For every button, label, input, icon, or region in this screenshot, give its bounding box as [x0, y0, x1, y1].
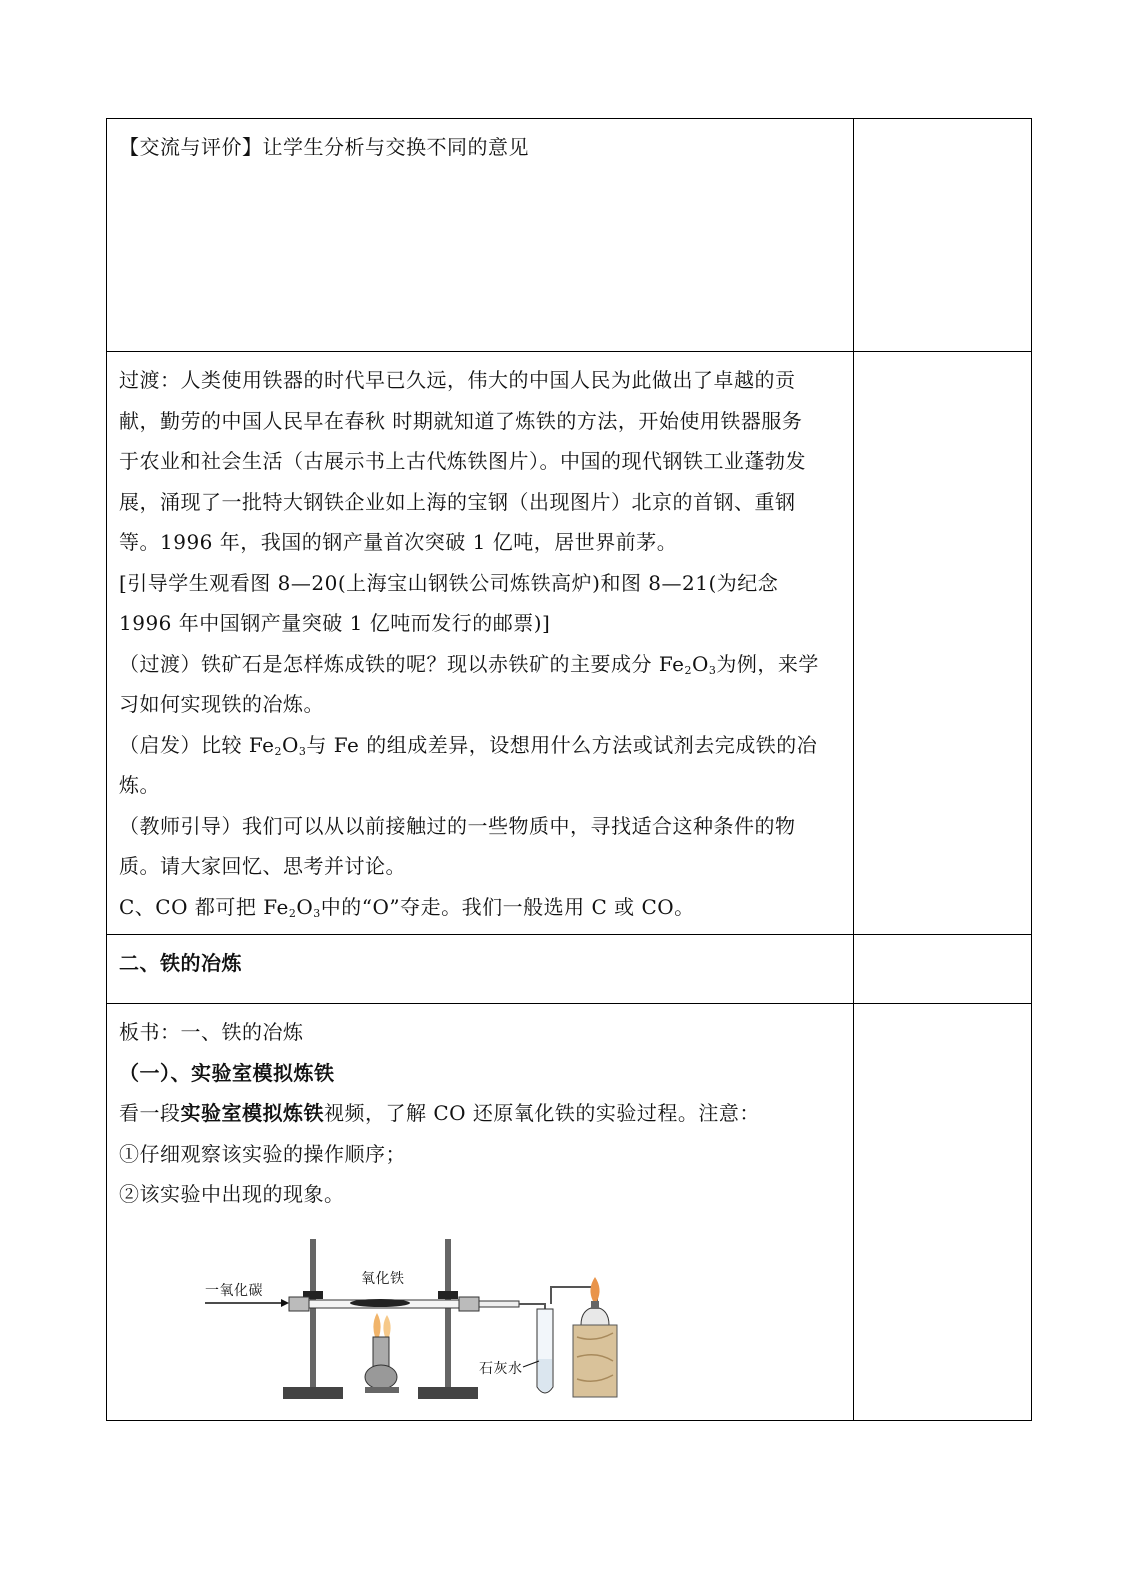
inspiration-question: 炼。	[119, 773, 160, 797]
iron-oxide-powder	[350, 1299, 410, 1307]
watch-video-text: 看一段实验室模拟炼铁视频，了解 CO 还原氧化铁的实验过程。注意：	[119, 1101, 760, 1125]
guide-line: [引导学生观看图 8—20(上海宝山钢铁公司炼铁高炉)和图 8—21(为纪念	[119, 570, 779, 595]
label-carbon-monoxide: 一氧化碳	[205, 1282, 263, 1299]
transition-question: 习如何实现铁的冶炼。	[119, 692, 324, 716]
wooden-block	[573, 1325, 617, 1397]
table-row-experiment	[107, 1004, 1032, 1421]
subsection-heading: （一）、实验室模拟炼铁	[119, 1060, 335, 1085]
main-cell	[107, 935, 854, 1004]
experiment-apparatus-diagram	[205, 1229, 635, 1409]
exchange-evaluation-text: 【交流与评价】让学生分析与交换不同的意见	[119, 135, 529, 159]
transition-line: 于农业和社会生活（古展示书上古代炼铁图片）。中国的现代钢铁工业蓬勃发	[119, 449, 806, 473]
section-heading: 二、铁的冶炼	[119, 951, 242, 975]
side-note-cell	[853, 352, 1031, 935]
lesson-plan-table	[106, 118, 1032, 1421]
limewater-test-tube	[537, 1309, 553, 1393]
table-row-transition	[107, 352, 1032, 935]
alcohol-lamp	[581, 1301, 609, 1325]
guide-line: 1996 年中国钢产量突破 1 亿吨而发行的邮票)]	[119, 611, 551, 635]
side-note-cell	[853, 1004, 1031, 1421]
reducing-agent-text: C、CO 都可把 $Fe_2O_3$中的“O”夺走。我们一般选用 C 或 CO。	[119, 894, 695, 920]
transition-question: （过渡）铁矿石是怎样炼成铁的呢？现以赤铁矿的主要成分 $Fe_2O_3$为例，来学	[119, 651, 819, 677]
attention-point: ②该实验中出现的现象。	[119, 1182, 345, 1206]
label-limewater: 石灰水	[479, 1360, 523, 1377]
main-cell	[107, 1004, 854, 1421]
left-iron-stand	[283, 1239, 343, 1399]
side-note-cell	[853, 935, 1031, 1004]
main-cell	[107, 119, 854, 352]
side-note-cell	[853, 119, 1031, 352]
right-iron-stand	[418, 1239, 478, 1399]
table-row-heading	[107, 935, 1032, 1004]
table-row-exchange	[107, 119, 1032, 352]
attention-point: ①仔细观察该实验的操作顺序；	[119, 1141, 406, 1166]
teacher-guide-text: （教师引导）我们可以从以前接触过的一些物质中，寻找适合这种条件的物	[119, 813, 796, 838]
alcohol-burner	[365, 1337, 399, 1393]
transition-line: 过渡：人类使用铁器的时代早已久远，伟大的中国人民为此做出了卓越的贡	[119, 368, 796, 392]
label-iron-oxide: 氧化铁	[361, 1270, 405, 1287]
co-inlet-arrow	[205, 1299, 289, 1307]
main-cell	[107, 352, 854, 935]
transition-line: 等。1996 年，我国的钢产量首次突破 1 亿吨，居世界前茅。	[119, 530, 678, 554]
exhaust-flame	[590, 1277, 599, 1301]
inspiration-question: （启发）比较 $Fe_2O_3$与 Fe 的组成差异，设想用什么方法或试剂去完成铁的冶	[119, 732, 818, 758]
transition-line: 献，勤劳的中国人民早在春秋 时期就知道了炼铁的方法，开始使用铁器服务	[119, 408, 803, 433]
board-writing: 板书：一、铁的冶炼	[119, 1020, 304, 1044]
lamp-flame	[373, 1313, 390, 1337]
transition-line: 展，涌现了一批特大钢铁企业如上海的宝钢（出现图片）北京的首钢、重钢	[119, 489, 796, 514]
teacher-guide-text: 质。请大家回忆、思考并讨论。	[119, 854, 406, 878]
